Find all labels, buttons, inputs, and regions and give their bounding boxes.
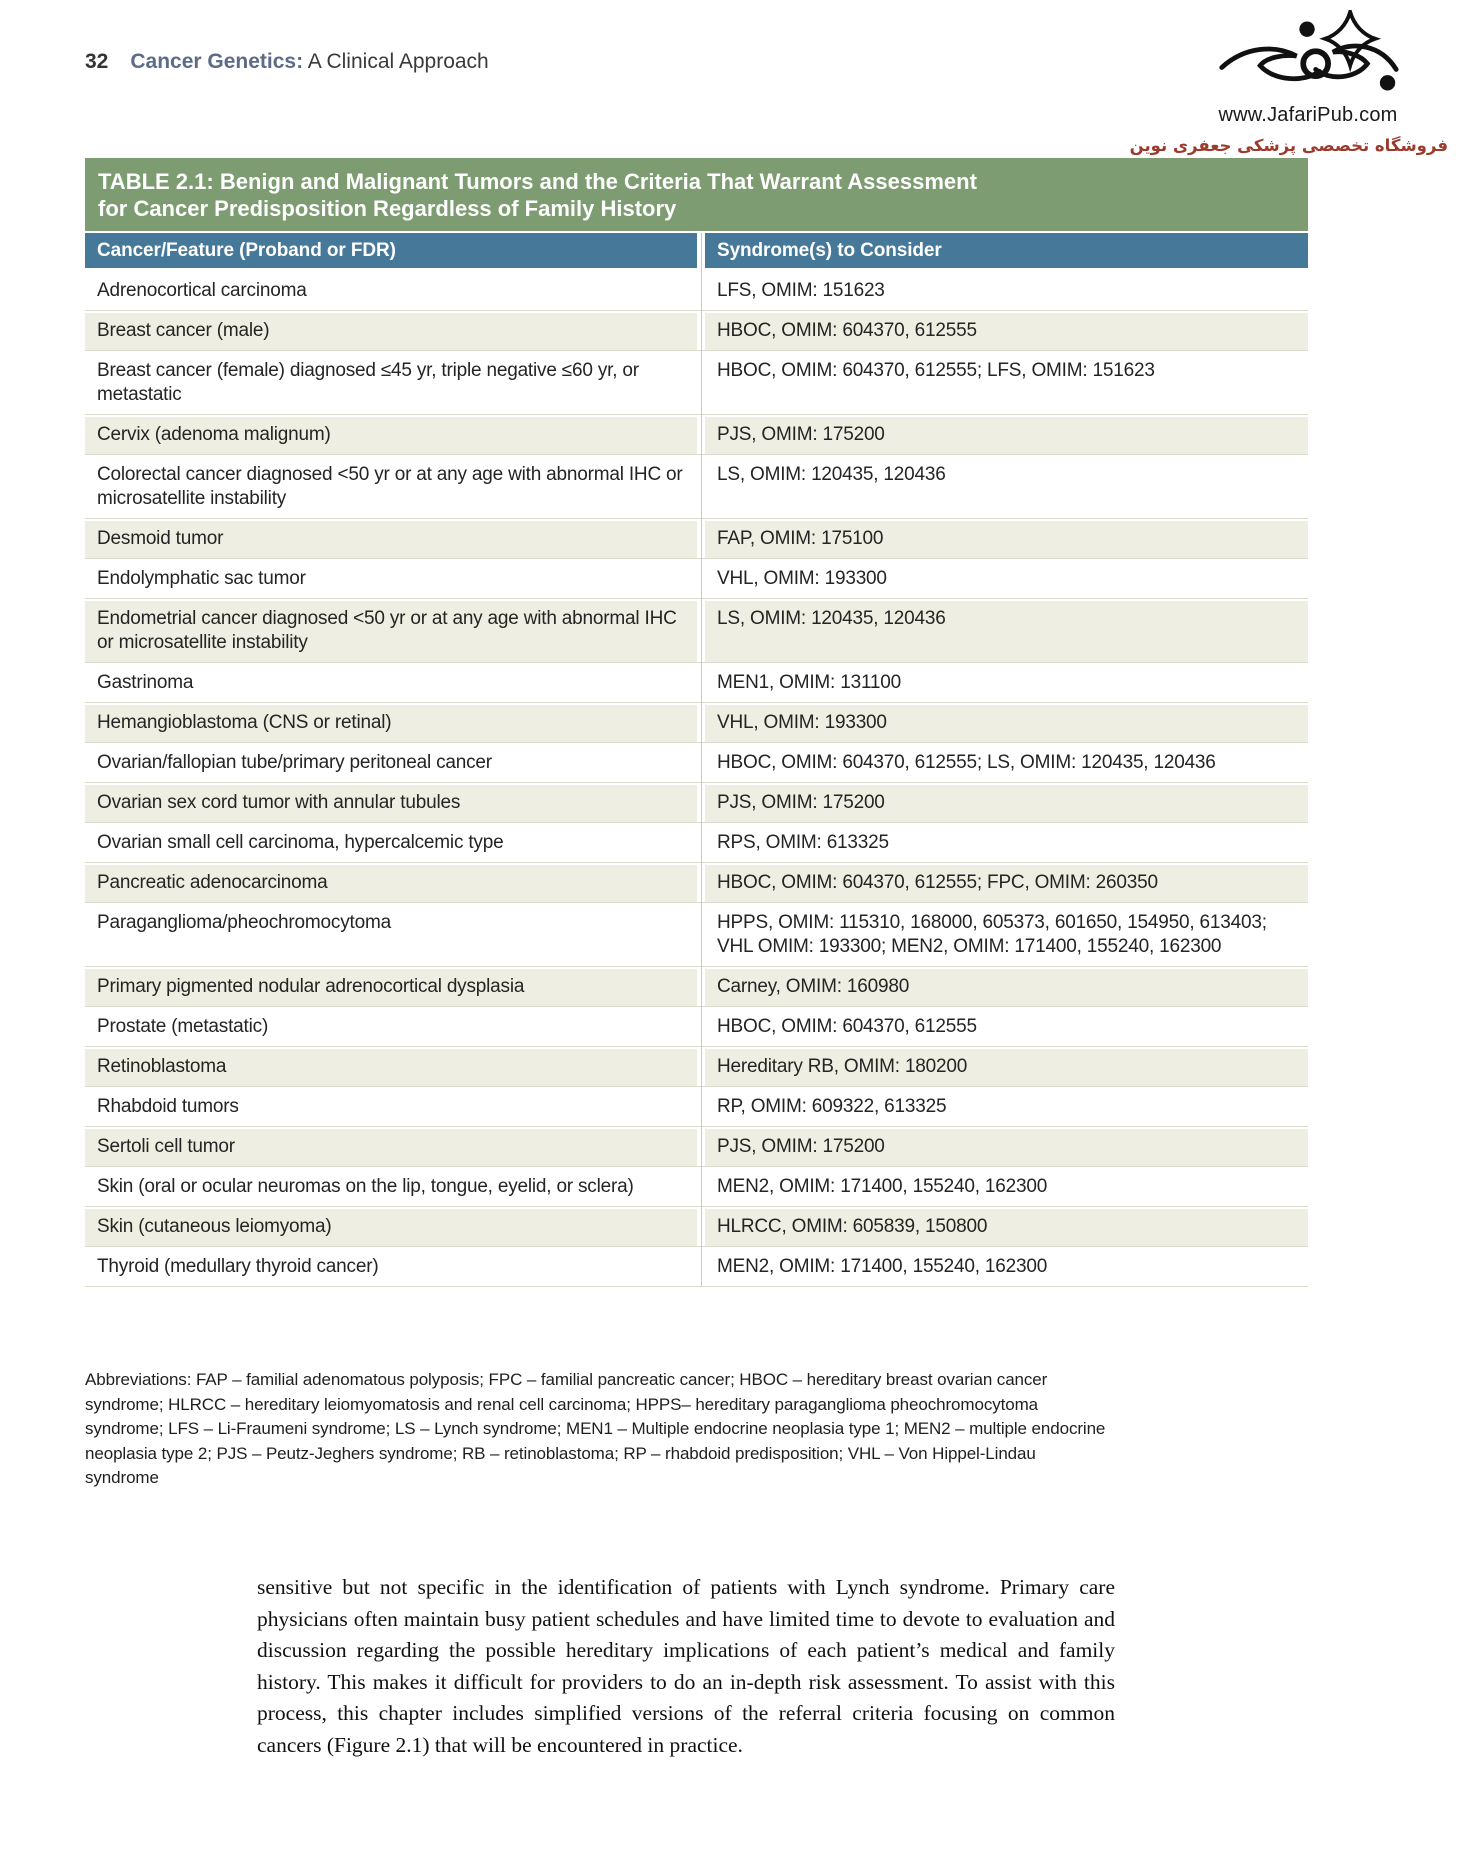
table-title-line2: for Cancer Predisposition Regardless of Family History — [98, 196, 677, 221]
table-row — [85, 454, 1308, 518]
cell-feature: Prostate (metastatic) — [85, 1007, 697, 1046]
cell-syndrome: LS, OMIM: 120435, 120436 — [705, 599, 1308, 662]
table-title — [85, 158, 1308, 231]
publisher-website: www.JafariPub.com — [1218, 104, 1398, 126]
cell-feature: Thyroid (medullary thyroid cancer) — [85, 1247, 697, 1286]
cell-syndrome: HBOC, OMIM: 604370, 612555 — [705, 1007, 1308, 1046]
table-row — [85, 702, 1308, 742]
table-row — [85, 1126, 1308, 1166]
cell-syndrome: RPS, OMIM: 613325 — [705, 823, 1308, 862]
cell-feature: Primary pigmented nodular adrenocortical dysplasia — [85, 967, 697, 1006]
cell-feature: Skin (oral or ocular neuromas on the lip, tongue, eyelid, or sclera) — [85, 1167, 697, 1206]
table-row — [85, 822, 1308, 862]
store-name-persian: فروشگاه تخصصی پزشکی جعفری نوین — [1129, 136, 1448, 155]
cell-syndrome: MEN2, OMIM: 171400, 155240, 162300 — [705, 1247, 1308, 1286]
cell-feature: Desmoid tumor — [85, 519, 697, 558]
table-row — [85, 1166, 1308, 1206]
cell-feature: Pancreatic adenocarcinoma — [85, 863, 697, 902]
table-row — [85, 558, 1308, 598]
cell-syndrome: Hereditary RB, OMIM: 180200 — [705, 1047, 1308, 1086]
table-row — [85, 782, 1308, 822]
page-number: 32 — [85, 50, 109, 73]
cell-syndrome: PJS, OMIM: 175200 — [705, 1127, 1308, 1166]
publisher-block — [1208, 10, 1408, 127]
cell-feature: Hemangioblastoma (CNS or retinal) — [85, 703, 697, 742]
cell-feature: Ovarian/fallopian tube/primary peritoneal cancer — [85, 743, 697, 782]
cell-syndrome: HBOC, OMIM: 604370, 612555; LS, OMIM: 120435, 120436 — [705, 743, 1308, 782]
cell-syndrome: FAP, OMIM: 175100 — [705, 519, 1308, 558]
table-row — [85, 966, 1308, 1006]
cell-feature: Breast cancer (female) diagnosed ≤45 yr, triple negative ≤60 yr, or metastatic — [85, 351, 697, 414]
cell-feature: Endometrial cancer diagnosed <50 yr or at any age with abnormal IHC or microsatellite instability — [85, 599, 697, 662]
cell-feature: Sertoli cell tumor — [85, 1127, 697, 1166]
cell-feature: Ovarian small cell carcinoma, hypercalcemic type — [85, 823, 697, 862]
cell-syndrome: HBOC, OMIM: 604370, 612555; LFS, OMIM: 151623 — [705, 351, 1308, 414]
cell-syndrome: HLRCC, OMIM: 605839, 150800 — [705, 1207, 1308, 1246]
table-grid — [85, 233, 1308, 1287]
cell-feature: Rhabdoid tumors — [85, 1087, 697, 1126]
table-row — [85, 414, 1308, 454]
cell-feature: Paraganglioma/pheochromocytoma — [85, 903, 697, 966]
cell-syndrome: LS, OMIM: 120435, 120436 — [705, 455, 1308, 518]
cell-syndrome: PJS, OMIM: 175200 — [705, 783, 1308, 822]
cell-syndrome: VHL, OMIM: 193300 — [705, 559, 1308, 598]
cell-syndrome: MEN1, OMIM: 131100 — [705, 663, 1308, 702]
abbreviations-note: Abbreviations: FAP – familial adenomatous polyposis; FPC – familial pancreatic cancer; HBOC – hereditary breast ovarian cancer syndrome; HLRCC – hereditary leiomyomatosis and renal cell carcinoma; HPPS– hereditary paraganglioma pheochromocytoma syndrome; LFS – Li-Fraumeni syndrome; LS – Lynch syndrome; MEN1 – Multiple endocrine neoplasia type 1; MEN2 – multiple endocrine neoplasia type 2; PJS – Peutz-Jeghers syndrome; RB – retinoblastoma; RP – rhabdoid predisposition; VHL – Von Hippel-Lindau syndrome — [85, 1370, 1106, 1487]
table-row — [85, 742, 1308, 782]
table-row — [85, 1046, 1308, 1086]
page-running-head — [85, 50, 489, 74]
cell-feature: Retinoblastoma — [85, 1047, 697, 1086]
table-column-header-row — [85, 233, 1308, 268]
column-header-syndrome: Syndrome(s) to Consider — [705, 233, 1308, 268]
cell-syndrome: HBOC, OMIM: 604370, 612555; FPC, OMIM: 260350 — [705, 863, 1308, 902]
table-body — [85, 271, 1308, 1286]
cell-syndrome: HBOC, OMIM: 604370, 612555 — [705, 311, 1308, 350]
table-row — [85, 1086, 1308, 1126]
column-header-feature: Cancer/Feature (Proband or FDR) — [85, 233, 697, 268]
calligraphy-logo-icon — [1208, 10, 1408, 102]
cell-feature: Gastrinoma — [85, 663, 697, 702]
cell-syndrome: PJS, OMIM: 175200 — [705, 415, 1308, 454]
cell-syndrome: RP, OMIM: 609322, 613325 — [705, 1087, 1308, 1126]
cell-feature: Ovarian sex cord tumor with annular tubules — [85, 783, 697, 822]
cell-feature: Endolymphatic sac tumor — [85, 559, 697, 598]
table-row — [85, 662, 1308, 702]
cell-feature: Breast cancer (male) — [85, 311, 697, 350]
cell-syndrome: LFS, OMIM: 151623 — [705, 271, 1308, 310]
table-row — [85, 1206, 1308, 1246]
table-row — [85, 271, 1308, 310]
table-row — [85, 310, 1308, 350]
cell-syndrome: VHL, OMIM: 193300 — [705, 703, 1308, 742]
table-row — [85, 1246, 1308, 1286]
cell-feature: Skin (cutaneous leiomyoma) — [85, 1207, 697, 1246]
cell-feature: Adrenocortical carcinoma — [85, 271, 697, 310]
table-row — [85, 350, 1308, 414]
cell-syndrome: Carney, OMIM: 160980 — [705, 967, 1308, 1006]
table-row — [85, 518, 1308, 558]
book-subtitle: A Clinical Approach — [307, 50, 489, 73]
table-row — [85, 862, 1308, 902]
book-title: Cancer Genetics: — [130, 50, 304, 73]
table-row — [85, 598, 1308, 662]
table-row — [85, 1006, 1308, 1046]
cell-syndrome: MEN2, OMIM: 171400, 155240, 162300 — [705, 1167, 1308, 1206]
cell-feature: Cervix (adenoma malignum) — [85, 415, 697, 454]
tumor-table — [85, 158, 1308, 1287]
table-row — [85, 902, 1308, 966]
table-title-line1: TABLE 2.1: Benign and Malignant Tumors and the Criteria That Warrant Assessment — [98, 169, 977, 194]
body-paragraph: sensitive but not specific in the identification of patients with Lynch syndrome. Primary care physicians often maintain busy patient schedules and have limited time to devote to evaluation and discussion regarding the possible hereditary implications of each patient’s medical and family history. This makes it difficult for providers to do an in-depth risk assessment. To assist with this process, this chapter includes simplified versions of the referral criteria focusing on common cancers (Figure 2.1) that will be encountered in practice. — [257, 1575, 1115, 1757]
cell-feature: Colorectal cancer diagnosed <50 yr or at any age with abnormal IHC or microsatellite instability — [85, 455, 697, 518]
cell-syndrome: HPPS, OMIM: 115310, 168000, 605373, 601650, 154950, 613403; VHL OMIM: 193300; MEN2, OMIM: 171400, 155240, 162300 — [705, 903, 1308, 966]
